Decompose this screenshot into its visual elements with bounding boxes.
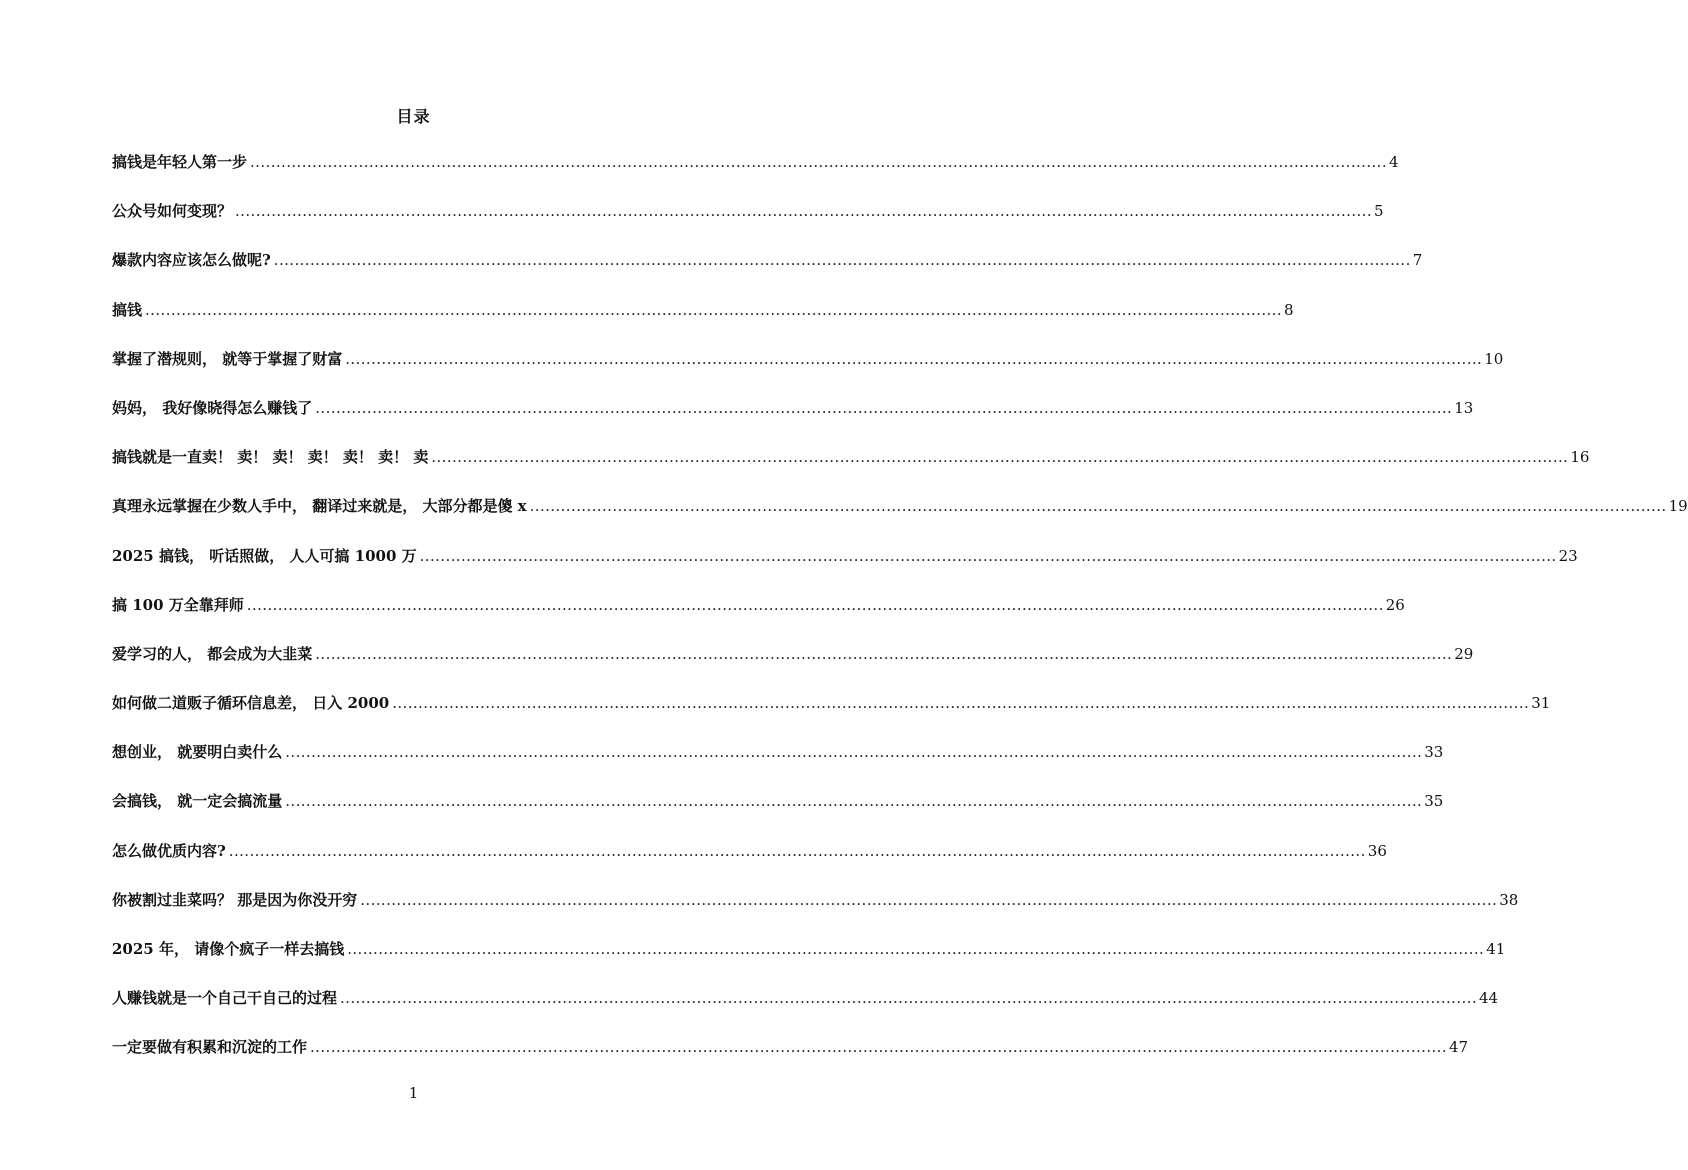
toc-entry-title: 如何做二道贩子循环信息差， 日入 2000 bbox=[112, 694, 390, 713]
dot-leader: ............................................................................................................................................................................................................................ bbox=[315, 398, 1453, 417]
toc-entry-title: 爆款内容应该怎么做呢? bbox=[112, 251, 271, 270]
toc-entry-title: 会搞钱， 就一定会搞流量 bbox=[112, 792, 283, 811]
toc-entry-title: 搞 100 万全靠拜师 bbox=[112, 595, 244, 614]
toc-entry-page: 7 bbox=[1412, 251, 1423, 270]
dot-leader: ............................................................................................................................................................................................................................ bbox=[347, 940, 1485, 958]
table-of-contents bbox=[112, 150, 1688, 1085]
toc-entry[interactable] bbox=[112, 839, 1387, 863]
toc-entry-page: 41 bbox=[1486, 940, 1506, 958]
dot-leader: ............................................................................................................................................................................................................................ bbox=[529, 497, 1667, 516]
toc-entry[interactable] bbox=[112, 544, 1578, 568]
toc-entry-page: 19 bbox=[1668, 497, 1688, 516]
page-number: 1 bbox=[408, 1084, 419, 1102]
dot-leader: ............................................................................................................................................................................................................................ bbox=[235, 202, 1372, 221]
toc-entry[interactable] bbox=[112, 445, 1590, 469]
dot-leader: ............................................................................................................................................................................................................................ bbox=[315, 644, 1453, 663]
toc-entry-page: 35 bbox=[1424, 792, 1444, 811]
toc-entry-title: 2025 搞钱， 听话照做， 人人可搞 1000 万 bbox=[112, 546, 417, 565]
toc-entry-page: 26 bbox=[1385, 595, 1405, 614]
toc-entry-title: 你被割过韭菜吗？ 那是因为你没开穷 bbox=[112, 890, 358, 909]
toc-entry-title: 爱学习的人， 都会成为大韭菜 bbox=[112, 644, 313, 663]
toc-entry[interactable] bbox=[112, 1035, 1469, 1059]
toc-entry[interactable] bbox=[112, 593, 1405, 617]
dot-leader: ............................................................................................................................................................................................................................ bbox=[145, 300, 1282, 319]
toc-entry-page: 29 bbox=[1454, 644, 1474, 663]
page-title: 目录 bbox=[396, 107, 431, 126]
dot-leader: ............................................................................................................................................................................................................................ bbox=[285, 792, 1423, 811]
toc-entry-page: 10 bbox=[1484, 349, 1504, 368]
toc-entry-page: 16 bbox=[1570, 448, 1590, 467]
dot-leader: ............................................................................................................................................................................................................................ bbox=[246, 595, 1384, 614]
toc-entry[interactable] bbox=[112, 986, 1499, 1010]
toc-entry[interactable] bbox=[112, 691, 1551, 715]
toc-entry[interactable] bbox=[112, 396, 1474, 420]
dot-leader: ............................................................................................................................................................................................................................ bbox=[285, 743, 1423, 762]
toc-entry[interactable] bbox=[112, 298, 1294, 322]
toc-entry-page: 44 bbox=[1479, 989, 1499, 1008]
toc-entry-page: 36 bbox=[1367, 841, 1387, 860]
toc-entry-title: 搞钱就是一直卖！ 卖！ 卖！ 卖！ 卖！ 卖！ 卖 bbox=[112, 448, 429, 467]
dot-leader: ............................................................................................................................................................................................................................ bbox=[310, 1038, 1447, 1057]
toc-entry-page: 5 bbox=[1374, 202, 1384, 221]
toc-entry-page: 33 bbox=[1424, 743, 1444, 762]
toc-entry[interactable] bbox=[112, 740, 1444, 764]
toc-entry-title: 妈妈， 我好像晓得怎么赚钱了 bbox=[112, 398, 313, 417]
dot-leader: ............................................................................................................................................................................................................................ bbox=[345, 349, 1483, 368]
toc-entry-page: 23 bbox=[1558, 546, 1578, 565]
dot-leader: ............................................................................................................................................................................................................................ bbox=[392, 694, 1530, 713]
toc-entry-title: 搞钱是年轻人第一步 bbox=[112, 153, 248, 171]
toc-entry-title: 公众号如何变现？ bbox=[112, 202, 233, 221]
toc-entry-page: 8 bbox=[1284, 300, 1294, 319]
toc-entry[interactable] bbox=[112, 248, 1423, 272]
dot-leader: ............................................................................................................................................................................................................................ bbox=[273, 251, 1411, 270]
toc-entry[interactable] bbox=[112, 150, 1399, 174]
dot-leader: ............................................................................................................................................................................................................................ bbox=[340, 989, 1477, 1008]
toc-entry[interactable] bbox=[112, 347, 1504, 371]
dot-leader: ............................................................................................................................................................................................................................ bbox=[228, 841, 1366, 860]
dot-leader: ............................................................................................................................................................................................................................ bbox=[419, 546, 1557, 565]
toc-entry-page: 31 bbox=[1531, 694, 1551, 713]
toc-entry-title: 人赚钱就是一个自己干自己的过程 bbox=[112, 989, 338, 1008]
toc-entry[interactable] bbox=[112, 888, 1519, 912]
toc-entry[interactable] bbox=[112, 789, 1444, 813]
toc-entry-title: 真理永远掌握在少数人手中， 翻译过来就是， 大部分都是傻 x bbox=[112, 497, 527, 516]
toc-entry-page: 47 bbox=[1449, 1038, 1469, 1057]
toc-entry-page: 4 bbox=[1389, 153, 1399, 171]
toc-entry[interactable] bbox=[112, 642, 1474, 666]
toc-entry-title: 怎么做优质内容? bbox=[112, 841, 226, 860]
dot-leader: ............................................................................................................................................................................................................................ bbox=[360, 890, 1498, 909]
toc-entry-title: 一定要做有积累和沉淀的工作 bbox=[112, 1038, 308, 1057]
toc-entry[interactable] bbox=[112, 199, 1384, 223]
toc-entry-page: 38 bbox=[1499, 890, 1519, 909]
toc-entry-page: 13 bbox=[1454, 398, 1474, 417]
dot-leader: ............................................................................................................................................................................................................................ bbox=[250, 153, 1387, 171]
toc-entry[interactable] bbox=[112, 937, 1506, 961]
dot-leader: ............................................................................................................................................................................................................................ bbox=[431, 448, 1569, 467]
toc-entry-title: 搞钱 bbox=[112, 300, 143, 319]
toc-entry-title: 掌握了潜规则， 就等于掌握了财富 bbox=[112, 349, 343, 368]
toc-entry[interactable] bbox=[112, 494, 1688, 518]
toc-entry-title: 想创业， 就要明白卖什么 bbox=[112, 743, 283, 762]
toc-entry-title: 2025 年， 请像个疯子一样去搞钱 bbox=[112, 940, 345, 958]
